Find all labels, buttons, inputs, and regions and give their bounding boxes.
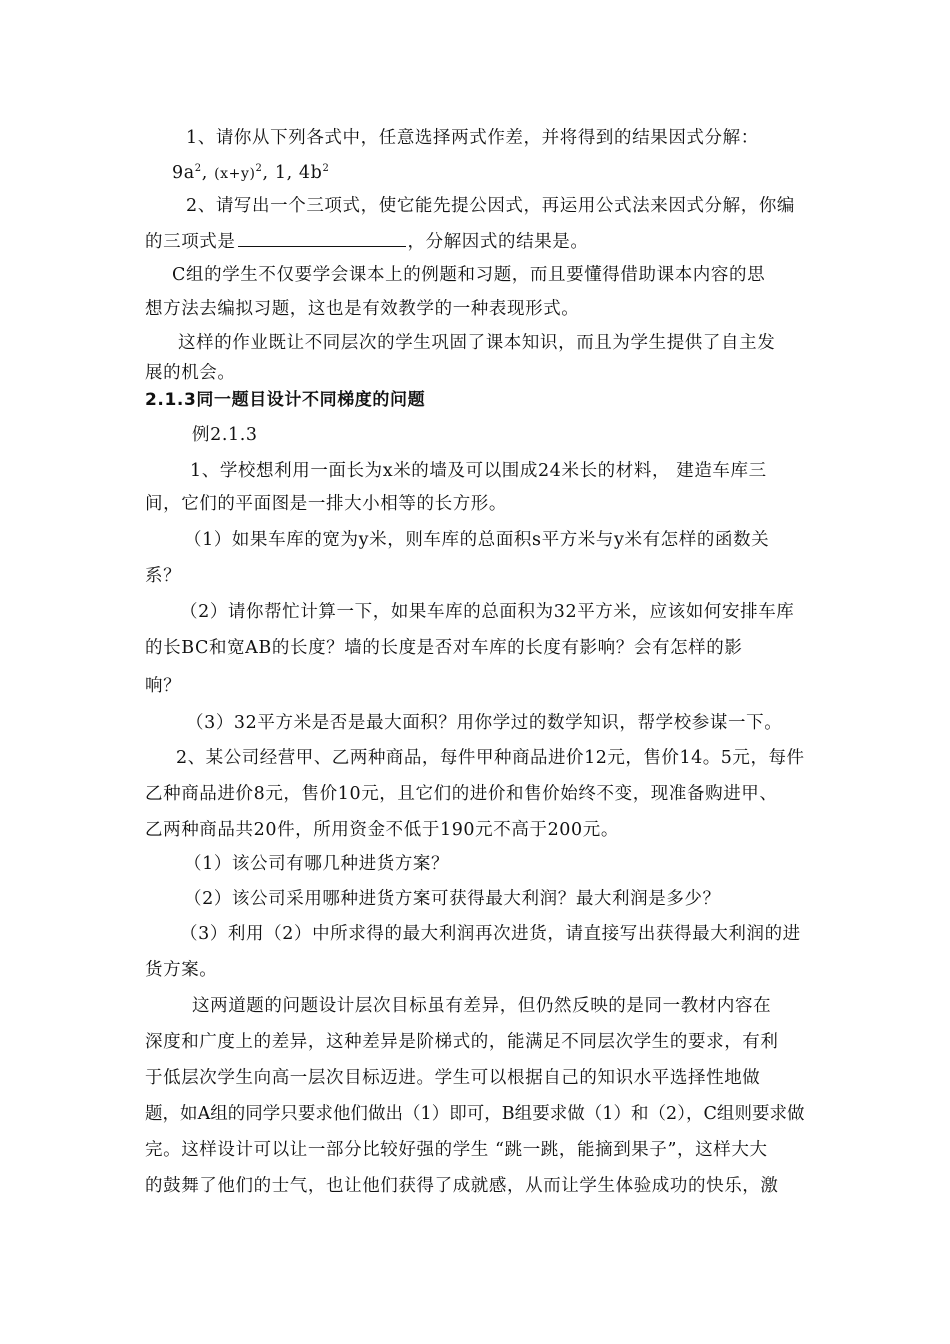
expression-9a2: [172, 163, 202, 183]
expression-text: , 1, 4b: [262, 163, 323, 183]
exponent: 2: [255, 163, 263, 175]
paragraph-line: 这两道题的问题设计层次目标虽有差异，但仍然反映的是同一教材内容在: [192, 996, 772, 1016]
paragraph-line: 这样的作业既让不同层次的学生巩固了课本知识，而且为学生提供了自主发: [178, 333, 776, 353]
paragraph-line: 1、学校想利用一面长为x米的墙及可以围成24米长的材料， 建造车库三: [190, 461, 767, 481]
paragraph-line: 完。这样设计可以让一部分比较好强的学生 “跳一跳，能摘到果子”，这样大大: [145, 1140, 768, 1160]
paragraph-line: 响？: [145, 676, 182, 696]
paragraph-line: 于低层次学生向高一层次目标迈进。学生可以根据自己的知识水平选择性地做: [145, 1068, 761, 1088]
expression-list: [172, 161, 329, 186]
paragraph-line: 货方案。: [145, 960, 218, 980]
paragraph-line: 题，如A组的同学只要求他们做出（1）即可，B组要求做（1）和（2），C组则要求做: [145, 1104, 805, 1124]
paragraph-line: 2、请写出一个三项式，使它能先提公因式，再运用公式法来因式分解，你编: [186, 196, 796, 216]
paragraph-line: （2）该公司采用哪种进货方案可获得最大利润？最大利润是多少？: [184, 889, 721, 909]
paragraph-line-with-blank: [145, 228, 589, 254]
section-heading: 2.1.3同一题目设计不同梯度的问题: [145, 390, 426, 410]
paragraph-line: 乙两种商品共20件，所用资金不低于190元不高于200元。: [145, 820, 619, 840]
paragraph-line: （1）该公司有哪几种进货方案？: [184, 854, 450, 874]
fill-in-blank: [238, 228, 406, 247]
paragraph-line: （2）请你帮忙计算一下，如果车库的总面积为32平方米，应该如何安排车库: [180, 602, 795, 622]
paragraph-line: 系？: [145, 566, 182, 586]
paragraph-line: 1、请你从下列各式中，任意选择两式作差，并将得到的结果因式分解：: [186, 128, 759, 148]
expression-text: 9a: [172, 163, 195, 183]
text-segment: ，分解因式的结果是。: [407, 232, 589, 252]
expression-rest: [263, 163, 330, 183]
paragraph-line: 想方法去编拟习题，这也是有效教学的一种表现形式。: [145, 299, 580, 319]
paragraph-line: （1）如果车库的宽为y米，则车库的总面积s平方米与y米有怎样的函数关: [184, 530, 770, 550]
paragraph-line: 的长BC和宽AB的长度？墙的长度是否对车库的长度有影响？会有怎样的影: [145, 638, 743, 658]
expression-text: (x+y): [214, 166, 256, 182]
paragraph-line: 的鼓舞了他们的士气，也让他们获得了成就感，从而让学生体验成功的快乐，激: [145, 1176, 779, 1196]
text-segment: 的三项式是: [145, 232, 236, 252]
paragraph-line: （3）32平方米是否是最大面积？用你学过的数学知识，帮学校参谋一下。: [186, 713, 783, 733]
paragraph-line: 间，它们的平面图是一排大小相等的长方形。: [145, 494, 507, 514]
exponent: 2: [322, 163, 330, 175]
paragraph-line: C组的学生不仅要学会课本上的例题和习题，而且要懂得借助课本内容的思: [172, 265, 766, 285]
paragraph-line: 乙种商品进价8元，售价10元，且它们的进价和售价始终不变，现准备购进甲、: [145, 784, 778, 804]
paragraph-line: （3）利用（2）中所求得的最大利润再次进货，请直接写出获得最大利润的进: [180, 924, 801, 944]
paragraph-line: 深度和广度上的差异，这种差异是阶梯式的，能满足不同层次学生的要求，有利: [145, 1032, 779, 1052]
paragraph-line: 展的机会。: [145, 363, 236, 383]
example-label: 例2.1.3: [192, 425, 258, 445]
exponent: 2: [194, 163, 202, 175]
paragraph-line: 2、某公司经营甲、乙两种商品，每件甲种商品进价12元，售价14。5元，每件: [176, 748, 805, 768]
separator: ,: [201, 163, 215, 183]
expression-xy2: [214, 163, 262, 183]
